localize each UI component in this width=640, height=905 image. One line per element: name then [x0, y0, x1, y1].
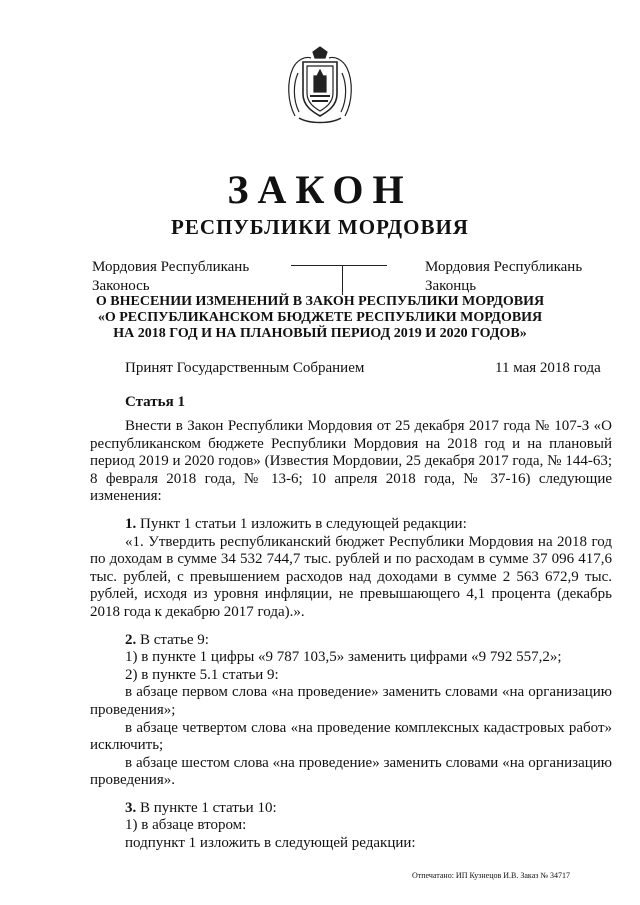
coat-of-arms-emblem: [285, 46, 355, 124]
adopted-by: Принят Государственным Собранием: [125, 360, 365, 376]
point-2-sub-1: в абзаце первом слова «на проведение» заменить словами «на организацию проведения»;: [90, 684, 612, 718]
number-line-horizontal: [291, 265, 387, 266]
point-3-text: В пункте 1 статьи 10:: [136, 799, 277, 816]
heading-line-2: «О РЕСПУБЛИКАНСКОМ БЮДЖЕТЕ РЕСПУБЛИКИ МОРДОВИЯ: [97, 310, 543, 325]
point-1: [90, 516, 612, 534]
right-line-1: Мордовия Республикань: [425, 259, 583, 275]
article-body: [90, 418, 612, 853]
law-name-right: [425, 258, 582, 296]
left-line-1: Мордовия Республикань: [92, 259, 250, 275]
point-2-item-1: 1) в пункте 1 цифры «9 787 103,5» заменить цифрами «9 792 557,2»;: [125, 649, 562, 666]
point-3-number: 3.: [125, 799, 137, 816]
point-2-sub-3: в абзаце шестом слова «на проведение» заменить словами «на организацию проведения».: [90, 754, 612, 789]
law-title: ЗАКОН: [227, 167, 413, 212]
point-1-quote: «1. Утвердить республиканский бюджет Республики Мордовия на 2018 год по доходам в сумме 34 532 744,7 тыс. рублей и по расходам в сумме 37 096 417,6 тыс. рублей, с превышением расходов над доходами в сумме 2 563 672,9 тыс. рублей, исходя из уровня инфляции, не превышающего 4,1 процента (декабрь 2018 года к декабрю 2017 года).».: [90, 533, 612, 620]
heading-line-3: НА 2018 ГОД И НА ПЛАНОВЫЙ ПЕРИОД 2019 И 2020 ГОДОВ»: [113, 326, 527, 341]
right-line-2: Законць: [425, 278, 477, 294]
point-2-number: 2.: [125, 631, 137, 648]
number-line-vertical: [342, 265, 343, 295]
point-3-item-1: 1) в абзаце втором:: [125, 817, 247, 834]
article-intro: Внести в Закон Республики Мордовия от 25 декабря 2017 года № 107-З «О республиканском бюджете Республики Мордовия на 2018 год и на плановый период 2019 и 2020 годов» (Известия Мордовии, 25 декабря 2017 года, № 144-63; 8 февраля 2018 года, № 13-6; 10 апреля 2018 года, № 37-16) следующие изменения:: [90, 418, 612, 505]
point-1-number: 1.: [125, 515, 137, 532]
adopted-date: 11 мая 2018 года: [495, 360, 601, 376]
point-2-item-2: 2) в пункте 5.1 статьи 9:: [125, 666, 279, 683]
law-heading: [0, 294, 640, 342]
left-line-2: Законось: [92, 278, 150, 294]
law-name-left: [92, 258, 249, 296]
point-1-text: Пункт 1 статьи 1 изложить в следующей редакции:: [136, 515, 467, 532]
point-2-text: В статье 9:: [136, 631, 209, 648]
print-footer: Отпечатано: ИП Кузнецов И.В. Заказ № 34717: [412, 871, 571, 880]
point-2: [90, 632, 612, 650]
point-3: [90, 800, 612, 818]
article-title: Статья 1: [125, 394, 185, 410]
point-3-item-2: подпункт 1 изложить в следующей редакции:: [125, 835, 416, 852]
heading-line-1: О ВНЕСЕНИИ ИЗМЕНЕНИЙ В ЗАКОН РЕСПУБЛИКИ МОРДОВИЯ: [95, 294, 545, 309]
point-2-sub-2: в абзаце четвертом слова «на проведение комплексных кадастровых работ» исключить;: [90, 719, 612, 754]
law-subtitle: РЕСПУБЛИКИ МОРДОВИЯ: [171, 215, 469, 239]
